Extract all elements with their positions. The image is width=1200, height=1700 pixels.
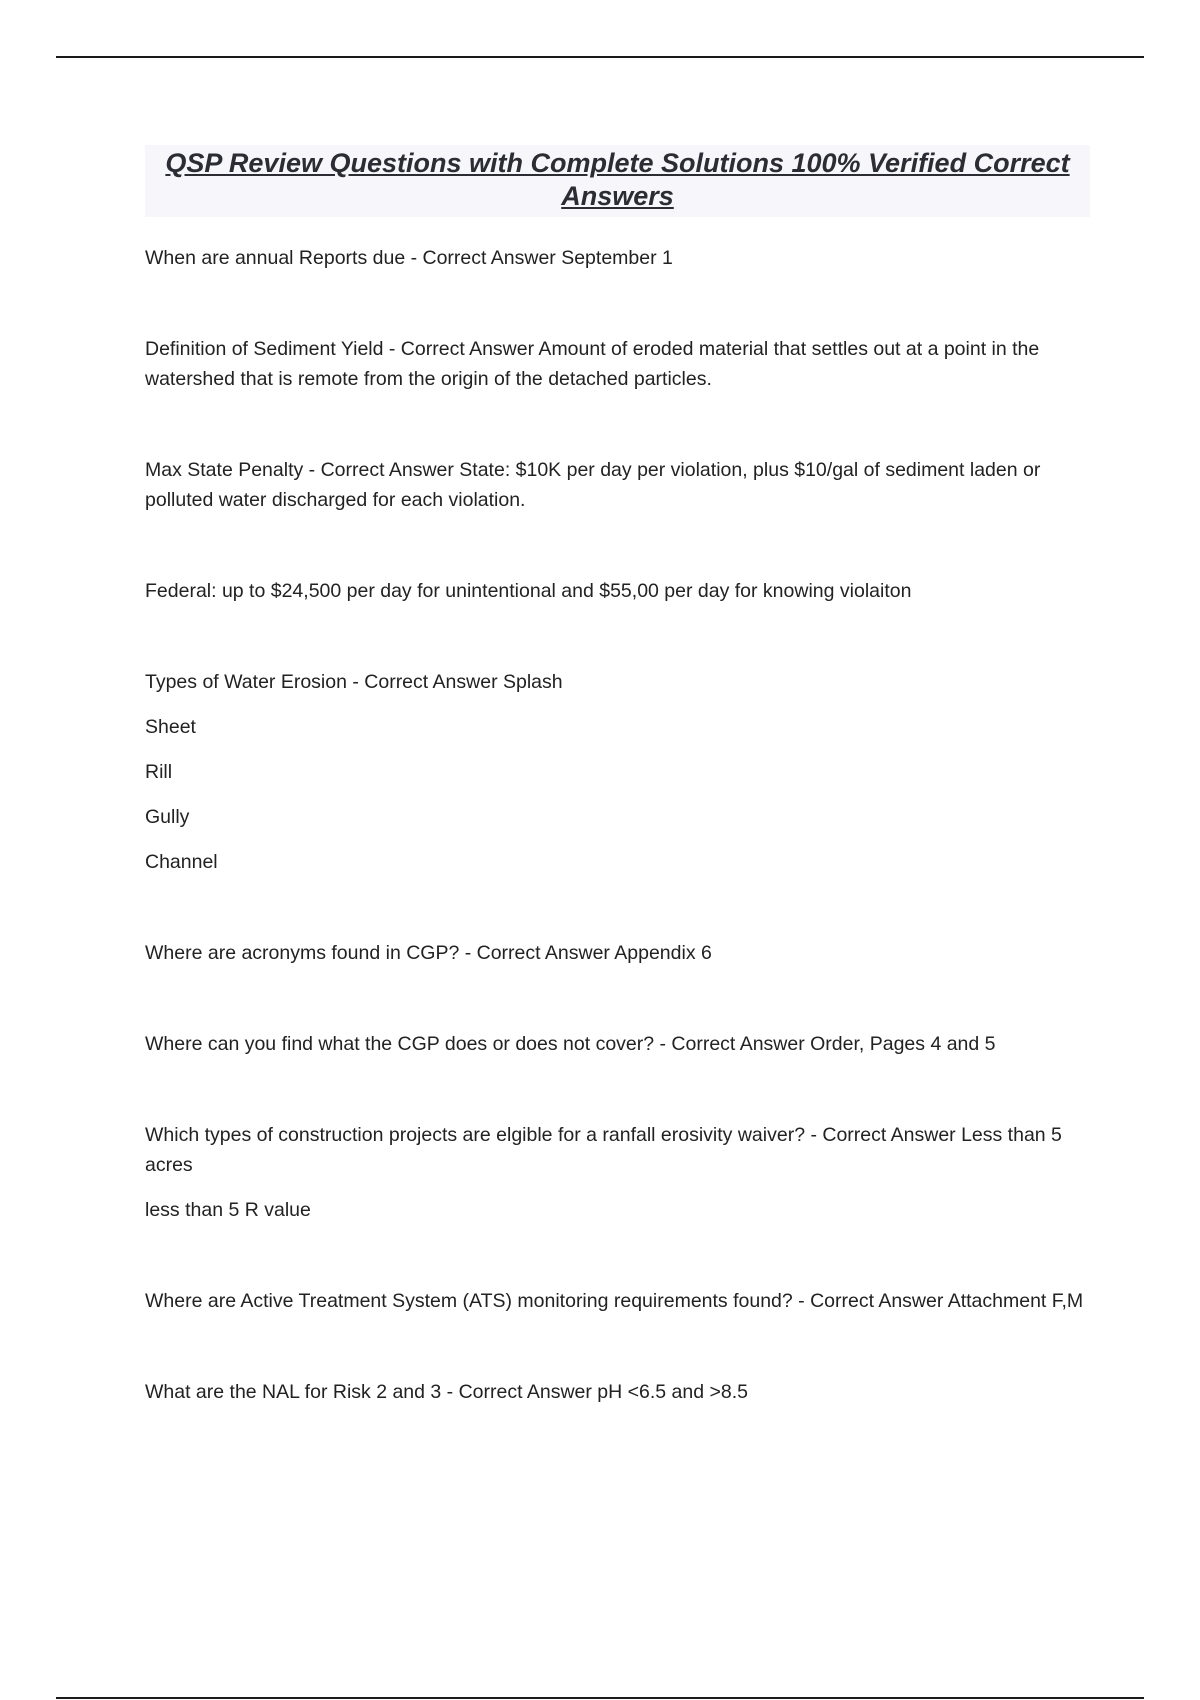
qa-federal-penalty: Federal: up to $24,500 per day for unintentional and $55,00 per day for knowing violaiton [145,580,912,602]
qa-erosivity-waiver-extra: less than 5 R value [145,1199,311,1221]
list-item: Gully [145,806,190,828]
qa-annual-reports: When are annual Reports due - Correct Answer September 1 [145,247,673,269]
qa-nal-risk: What are the NAL for Risk 2 and 3 - Correct Answer pH <6.5 and >8.5 [145,1381,748,1403]
qa-sediment-yield: Definition of Sediment Yield - Correct Answer Amount of eroded material that settles out at a point in the watershed that is remote from the origin of the detached particles. [145,338,1040,390]
qa-max-state-penalty: Max State Penalty - Correct Answer State: $10K per day per violation, plus $10/gal of sediment laden or polluted water discharged for each violation. [145,459,1041,511]
qa-acronyms: Where are acronyms found in CGP? - Correct Answer Appendix 6 [145,942,712,964]
qa-ats-monitoring: Where are Active Treatment System (ATS) monitoring requirements found? - Correct Answer Attachment F,M [145,1290,1084,1312]
title-banner [145,145,1090,217]
qa-cgp-coverage: Where can you find what the CGP does or does not cover? - Correct Answer Order, Pages 4 and 5 [145,1033,996,1055]
qa-water-erosion: Types of Water Erosion - Correct Answer Splash [145,671,563,693]
list-item: Rill [145,761,173,783]
qa-erosivity-waiver: Which types of construction projects are elgible for a ranfall erosivity waiver? - Correct Answer Less than 5 acres [145,1124,1062,1176]
header-rule [56,56,1144,58]
document-title: QSP Review Questions with Complete Solutions 100% Verified Correct Answers [165,148,1070,211]
list-item: Channel [145,851,218,873]
footer-rule [56,1697,1144,1699]
document-body [145,145,1090,1407]
list-item: Sheet [145,716,196,738]
